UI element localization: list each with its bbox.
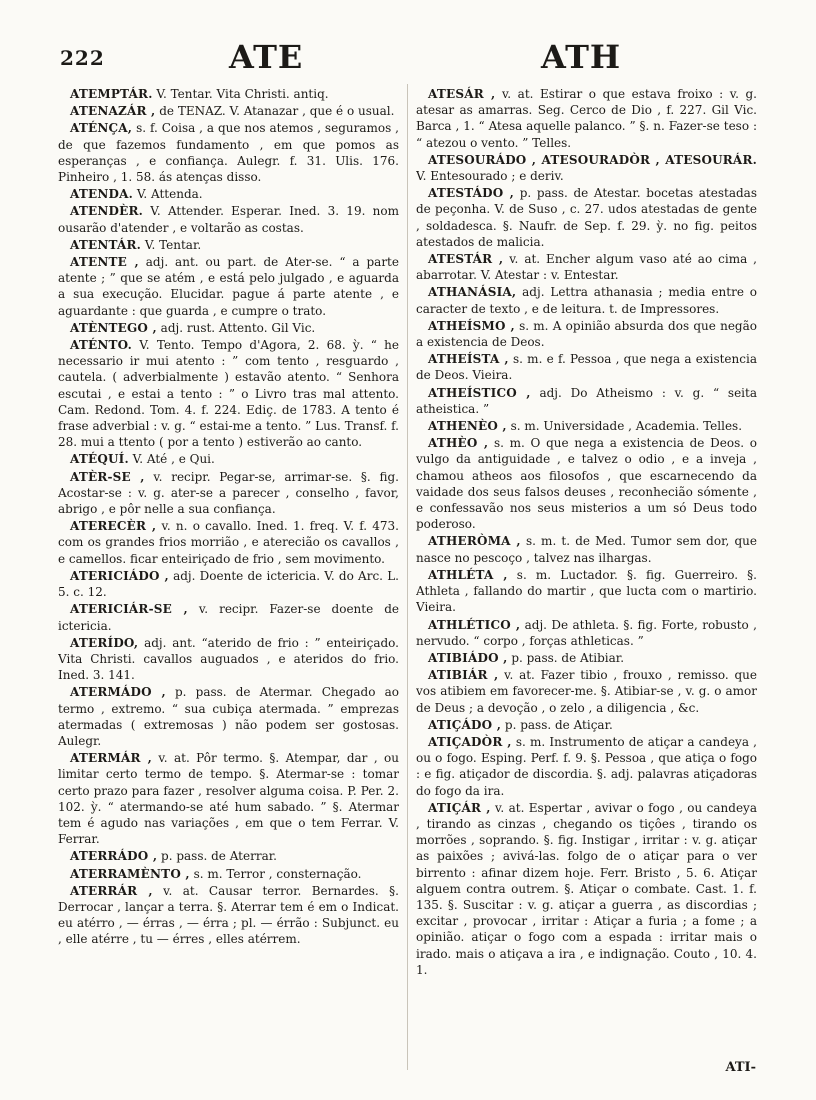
dictionary-entry — [416, 617, 757, 649]
entry-headword: ATERRÁR , — [70, 883, 153, 898]
entry-definition: adj. Lettra athanasia ; media entre o caracter de texto , e de leitura. t. de Impressores. — [416, 285, 757, 316]
dictionary-entry — [58, 684, 399, 749]
entry-definition: s. m. e f. Pessoa , que nega a existencia de Deos. Vieira. — [416, 352, 757, 383]
dictionary-entry — [416, 650, 757, 666]
dictionary-entry — [416, 717, 757, 733]
dictionary-entry — [416, 86, 757, 151]
entry-headword: ATENTÁR. — [70, 237, 142, 252]
entry-headword: ATHLÉTICO , — [428, 617, 521, 632]
entry-definition: s. m. Universidade , Academia. Telles. — [510, 419, 743, 434]
entry-definition: v. recipr. Fazer-se doente de ictericia. — [58, 602, 399, 633]
entry-headword: ATESTÁDO , — [428, 186, 515, 201]
entry-definition: p. pass. de Atiçar. — [504, 717, 613, 732]
entry-definition: s. f. Coisa , a que nos atemos , seguramos , de que fazemos fundamento , em que pomos as esperanças , e confiança. Aulegr. f. 31. Ulis. 176. Pinheiro , 1. 58. ás atenças disso. — [58, 121, 399, 185]
entry-definition: p. pass. de Atermar. Chegado ao termo , extremo. “ sua cubiça atermada. ” emprezas atermadas ( extremosas ) não podem ser gostosas. Aulegr. — [58, 685, 399, 748]
page-number: 222 — [60, 46, 105, 70]
entry-headword: ATERÍDO, — [70, 635, 139, 650]
entry-definition: V. Tentar. Vita Christi. antiq. — [156, 87, 329, 101]
entry-definition: p. pass. de Atibiar. — [511, 650, 625, 665]
entry-definition: de TENAZ. V. Atanazar , que é o usual. — [159, 104, 395, 119]
entry-headword: ATIÇÁDO , — [428, 717, 502, 732]
right-column — [416, 86, 757, 1076]
entry-definition: p. pass. de Aterrar. — [161, 849, 277, 864]
entry-headword: ATENAZÁR , — [70, 104, 156, 119]
entry-definition: s. m. A opinião absurda dos que negão a existencia de Deos. — [416, 318, 757, 350]
entry-headword: ATÉNTO. — [70, 338, 132, 353]
entry-definition: adj. Doente de ictericia. V. do Arc. L. 5. c. 12. — [58, 568, 399, 600]
entry-headword: ATERMÁR , — [70, 751, 153, 766]
dictionary-entry — [58, 750, 399, 847]
dictionary-entry — [58, 320, 399, 336]
entry-definition: s. m. Luctador. §. fig. Guerreiro. §. Athleta , fallando do martir , que lucta com o martirio. Vieira. — [416, 567, 757, 615]
entry-definition: adj. rust. Attento. Gil Vic. — [160, 320, 316, 335]
entry-headword: ATHERÒMA , — [428, 534, 521, 549]
entry-headword: ATIÇADÒR , — [428, 734, 512, 749]
entry-headword: ATHEÍSMO , — [428, 318, 515, 333]
entry-definition: adj. De athleta. §. fig. Forte, robusto , nervudo. “ corpo , forças athleticas. ” — [416, 617, 757, 648]
dictionary-entry — [416, 800, 757, 978]
entry-definition: V. Tentar. — [144, 237, 202, 252]
running-head-right: ATH — [541, 38, 622, 76]
entry-headword: ATIÇÁR , — [428, 800, 491, 815]
dictionary-entry — [416, 385, 757, 417]
entry-headword: ATESÁR , — [428, 87, 496, 101]
entry-headword: ATERICIÁR-SE , — [70, 602, 188, 617]
entry-definition: s. m. Terror , consternação. — [193, 866, 362, 881]
catchword: ATI- — [725, 1060, 756, 1075]
entry-definition: v. at. Pôr termo. §. Atempar, dar , ou limitar certo termo de tempo. §. Atermar-se : tomar certo prazo para fazer , resolver alguma coisa. P. Per. 2. 102. ỳ. “ atermando-se até hum sabado. ” §. Atermar tem é agudo nas variações , em que o tem Ferrar. V. Ferrar. — [58, 751, 399, 847]
dictionary-entry — [58, 337, 399, 450]
entry-headword: ATEMPTÁR. — [70, 87, 153, 101]
entry-headword: ATHEÍSTICO , — [428, 385, 531, 400]
entry-headword: ATERECÈR , — [70, 519, 157, 534]
entry-headword: ATHANÁSIA, — [428, 285, 517, 300]
dictionary-entry — [416, 284, 757, 316]
column-divider — [407, 84, 408, 1070]
dictionary-entry — [58, 518, 399, 567]
dictionary-entry — [416, 533, 757, 565]
entry-definition: V. Tento. Tempo d'Agora, 2. 68. ỳ. “ he necessario ir mui atento : ” com tento , resguardo , cautela. ( adverbialmente ) estavão atento. “ Senhora escutai , e estai a tento : ” o Livro tras mal attento. Cam. Redond. Tom. 4. f. 224. Ediç. de 1783. A tento é frase adverbial : v. g. “ estai-me a tento. ” Lus. Transf. f. 28. mui a ttento ( por a tento ) estiverão ao canto. — [58, 338, 399, 450]
dictionary-entry — [58, 568, 399, 600]
entry-definition: v. at. Espertar , avivar o fogo , ou candeya , tirando as cinzas , chegando os tiçôes , tirando os morrões , soprando. §. fig. Instigar , irritar : v. g. atiçar as paixões ; avivá-las. folgo de o atiçar para o ver birrento : afinar dizem hoje. Ferr. Bristo , 5. 6. Atiçar alguem contra outrem. §. Atiçar o combate. Cast. 1. f. 135. §. Suscitar : v. g. atiçar a guerra , as discordias ; excitar , provocar , irritar : Atiçar a furia ; a fome ; a opinião. atiçar o fogo com a espada : irritar mais o irado. mais o atiçava a ira , e indignação. Couto , 10. 4. 1. — [416, 800, 757, 977]
entry-definition: s. m. Instrumento de atiçar a candeya , ou o fogo. Esping. Perf. f. 9. §. Pessoa , que atiça o fogo : e fig. atiçador de discordia. §. adj. palavras atiçadoras do fogo da ira. — [416, 734, 757, 798]
entry-definition: V. Attenda. — [136, 187, 203, 202]
entry-definition: v. recipr. Pegar-se, arrimar-se. §. fig. Acostar-se : v. g. ater-se a parecer , conselho , favor, abrigo , e pôr nelle a sua confiança. — [58, 469, 399, 517]
entry-definition: V. Entesourado ; e deriv. — [416, 169, 564, 184]
entry-definition: adj. ant. ou part. de Ater-se. “ a parte atente ; ” que se atém , e está pelo julgado , e aguarda a sua execução. Elucidar. pague á parte atente , e aguardante : que guarda , e cumpre o trato. — [58, 255, 399, 318]
entry-headword: ATESTÁR , — [428, 252, 504, 267]
entry-headword: ATHEÍSTA , — [428, 352, 509, 367]
entry-definition: v. n. o cavallo. Ined. 1. freq. V. f. 473. com os grandes frios morrião , e aterecião os cavallos , e camellos. ficar enteiriçado de frio , sem movimento. — [58, 519, 399, 566]
dictionary-entry — [58, 120, 399, 185]
left-column — [58, 86, 399, 1076]
entry-headword: ATHÈO , — [428, 436, 489, 451]
entry-definition: adj. ant. “aterido de frio : ” enteiriçado. Vita Christi. cavallos auguados , e ateridos do frio. Ined. 3. 141. — [58, 635, 399, 683]
entry-definition: v. at. Fazer tibio , frouxo , remisso. que vos atibiem em favorecer-me. §. Atibiar-se , v. g. o amor de Deus ; a devoção , o zelo , a diligencia , &c. — [416, 668, 757, 715]
entry-definition: v. at. Estirar o que estava froixo : v. g. atesar as amarras. Seg. Cerco de Dio , f. 227. Gil Vic. Barca , 1. “ Atesa aquelle palanco. ” §. n. Fazer-se teso : “ atezou o vento. ” Telles. — [416, 87, 757, 150]
entry-headword: ATENDA. — [70, 187, 133, 202]
entry-definition: adj. Do Atheismo : v. g. “ seita atheistica. ” — [416, 385, 757, 416]
dictionary-entry — [416, 251, 757, 283]
dictionary-entry — [58, 469, 399, 518]
entry-headword: ATHLÉTA , — [428, 567, 508, 582]
entry-definition: V. Attender. Esperar. Ined. 3. 19. nom ousarão d'atender , e voltarão as costas. — [58, 204, 399, 235]
dictionary-entry — [58, 635, 399, 684]
dictionary-entry — [58, 601, 399, 633]
dictionary-entry — [416, 418, 757, 434]
entry-headword: ATENTE , — [70, 255, 139, 270]
dictionary-entry — [58, 848, 399, 864]
entry-definition: p. pass. de Atestar. bocetas atestadas de peçonha. V. de Suso , c. 27. udos atestadas de gente , soldadesca. §. Naufr. de Sep. f. 29. ỳ. no fig. peitos atestados de malicia. — [416, 186, 757, 249]
dictionary-entry — [58, 103, 399, 119]
dictionary-entry — [416, 351, 757, 383]
entry-headword: ATENDÈR. — [70, 204, 144, 219]
dictionary-entry — [416, 185, 757, 250]
entry-headword: ATESOURÁDO , ATESOURADÒR , ATESOURÁR. — [428, 152, 757, 167]
entry-definition: v. at. Causar terror. Bernardes. §. Derrocar , lançar a terra. §. Aterrar tem é em o Indicat. eu atérro , — érras , — érra ; pl. — érrão : Subjunct. eu , elle atérre , tu — érres , elles atérrem. — [58, 883, 399, 947]
dictionary-entry — [416, 567, 757, 616]
entry-definition: s. m. O que nega a existencia de Deos. o vulgo da antiguidade , e talvez o odio , e a inveja , chamou atheos aos filosofos , que escarnecendo da vaidade dos seus falsos deuses , reconhecião sómente , e confessavão nos seus misterios a um só Deus todo poderoso. — [416, 436, 757, 532]
dictionary-entry — [416, 734, 757, 799]
dictionary-entry — [58, 883, 399, 948]
entry-headword: ATERICIÁDO , — [70, 568, 169, 583]
dictionary-entry — [416, 435, 757, 532]
entry-headword: ATÉQUÍ. — [70, 452, 129, 467]
entry-definition: V. Até , e Qui. — [132, 452, 215, 467]
dictionary-entry — [416, 667, 757, 716]
dictionary-entry — [58, 451, 399, 467]
dictionary-entry — [58, 86, 399, 102]
entry-headword: ATERRAMÈNTO , — [70, 866, 190, 881]
dictionary-entry — [416, 152, 757, 184]
dictionary-entry — [58, 237, 399, 253]
dictionary-entry — [58, 866, 399, 882]
entry-headword: ATERMÁDO , — [70, 685, 166, 700]
dictionary-entry — [58, 186, 399, 202]
entry-headword: ATERRÁDO , — [70, 849, 158, 864]
running-head-left: ATE — [229, 38, 304, 76]
entry-headword: ATÈNTEGO , — [70, 320, 157, 335]
dictionary-entry — [58, 203, 399, 235]
entry-headword: ATIBIÁR , — [428, 668, 499, 683]
entry-definition: s. m. t. de Med. Tumor sem dor, que nasce no pescoço , talvez nas ilhargas. — [416, 534, 757, 565]
entry-headword: ATIBIÁDO , — [428, 650, 508, 665]
dictionary-entry — [416, 318, 757, 350]
entry-headword: ATÉNÇA, — [70, 121, 133, 136]
dictionary-entry — [58, 254, 399, 319]
entry-headword: ATHENÈO , — [428, 419, 507, 434]
entry-definition: v. at. Encher algum vaso até ao cima , abarrotar. V. Atestar : v. Entestar. — [416, 252, 757, 283]
entry-headword: ATÈR-SE , — [70, 469, 145, 484]
